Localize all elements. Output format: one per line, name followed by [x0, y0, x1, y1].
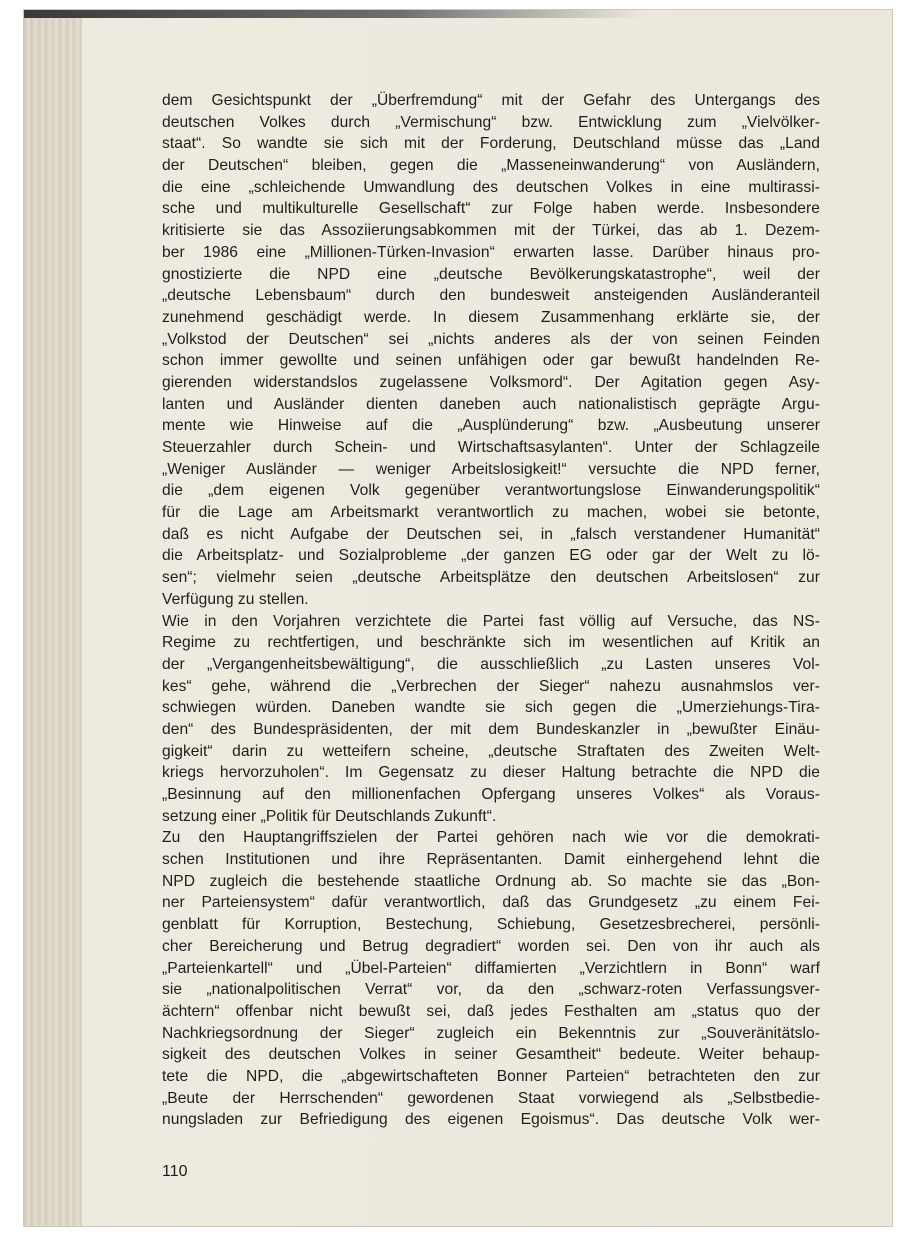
text-line: Zu den Hauptangriffszielen der Partei gehören nach wie vor die demokrati-	[162, 829, 820, 847]
text-line: die Arbeitsplatz- und Sozialprobleme „der ganzen EG oder gar der Welt zu lö-	[162, 547, 820, 565]
text-line: schwiegen würden. Daneben wandte sie sich gegen die „Umerziehungs-Tira-	[162, 699, 820, 717]
text-line: Nachkriegsordnung der Sieger“ zugleich ein Bekenntnis zur „Souveränitätslo-	[162, 1024, 820, 1042]
text-line: kritisierte sie das Assoziierungsabkommen mit der Türkei, das ab 1. Dezem-	[162, 222, 820, 240]
text-line: tete die NPD, die „abgewirtschafteten Bonner Parteien“ betrachteten den zur	[162, 1067, 820, 1085]
text-line: kes“ gehe, während die „Verbrechen der Sieger“ nahezu ausnahmslos ver-	[162, 677, 820, 695]
text-line: genblatt für Korruption, Bestechung, Schiebung, Gesetzesbrecherei, persönli-	[162, 916, 820, 934]
text-line: der „Vergangenheitsbewältigung“, die ausschließlich „zu Lasten unseres Vol-	[162, 655, 820, 673]
text-line: NPD zugleich die bestehende staatliche Ordnung ab. So machte sie das „Bon-	[162, 872, 820, 890]
text-line: „Weniger Ausländer — weniger Arbeitslosigkeit!“ versuchte die NPD ferner,	[162, 460, 820, 478]
text-line: sche und multikulturelle Gesellschaft“ zur Folge haben werde. Insbesondere	[162, 200, 820, 218]
text-line: schen Institutionen und ihre Repräsentanten. Damit einhergehend lehnt die	[162, 851, 820, 869]
text-line: die eine „schleichende Umwandlung des deutschen Volkes in eine multirassi-	[162, 178, 820, 196]
text-line: setzung einer „Politik für Deutschlands Zukunft“.	[162, 807, 497, 825]
scan-edge-bar	[24, 10, 644, 18]
text-line: gigkeit“ darin zu wetteifern scheine, „deutsche Straftaten des Zweiten Welt-	[162, 742, 820, 760]
text-line: schon immer gewollte und seinen unfähigen oder gar bewußt handelnden Re-	[162, 352, 820, 370]
text-line: ächtern“ offenbar nicht bewußt sei, daß jedes Festhalten am „status quo der	[162, 1002, 820, 1020]
text-line: Regime zu rechtfertigen, und beschränkte sich im wesentlichen auf Kritik an	[162, 634, 820, 652]
text-line: Wie in den Vorjahren verzichtete die Partei fast völlig auf Versuche, das NS-	[162, 612, 820, 630]
text-line: zunehmend geschädigt werde. In diesem Zusammenhang erklärte sie, der	[162, 308, 820, 326]
text-line: Verfügung zu stellen.	[162, 590, 309, 608]
text-line: Steuerzahler durch Schein- und Wirtschaftsasylanten“. Unter der Schlagzeile	[162, 439, 820, 456]
text-line: „Volkstod der Deutschen“ sei „nichts anderes als der von seinen Feinden	[162, 330, 820, 348]
text-line: die „dem eigenen Volk gegenüber verantwortungslose Einwanderungspolitik“	[162, 482, 820, 500]
text-line: „deutsche Lebensbaum“ durch den bundesweit ansteigenden Ausländeranteil	[162, 287, 820, 305]
text-line: „Beute der Herrschenden“ gewordenen Staat vorwiegend als „Selbstbedie-	[162, 1089, 820, 1107]
text-line: cher Bereicherung und Betrug degradiert“ worden sei. Den von ihr auch als	[162, 937, 820, 955]
text-line: „Besinnung auf den millionenfachen Opfergang unseres Volkes“ als Voraus-	[162, 786, 820, 803]
text-line: ber 1986 eine „Millionen-Türken-Invasion“ erwarten lasse. Darüber hinaus pro-	[162, 243, 820, 261]
text-line: sigkeit des deutschen Volkes in seiner Gesamtheit“ bedeute. Weiter behaup-	[162, 1046, 820, 1064]
text-line: kriegs hervorzuholen“. Im Gegensatz zu dieser Haltung betrachte die NPD die	[162, 764, 820, 782]
scanned-page	[24, 10, 892, 1226]
text-line: ner Parteiensystem“ dafür verantwortlich, daß das Grundgesetz „zu einem Fei-	[162, 894, 820, 912]
body-text	[162, 90, 820, 1131]
text-line: gierenden widerstandslos zugelassene Volksmord“. Der Agitation gegen Asy-	[162, 373, 820, 391]
page-number: 110	[162, 1163, 188, 1180]
text-line: für die Lage am Arbeitsmarkt verantwortlich zu machen, wobei sie betonte,	[162, 504, 820, 522]
text-line: sie „nationalpolitischen Verrat“ vor, da den „schwarz-roten Verfassungsver-	[162, 981, 820, 999]
text-line: staat“. So wandte sie sich mit der Forderung, Deutschland müsse das „Land	[162, 135, 820, 153]
text-line: der Deutschen“ bleiben, gegen die „Masseneinwanderung“ von Ausländern,	[162, 157, 820, 175]
text-line: lanten und Ausländer dienten daneben auch nationalistisch geprägte Argu-	[162, 395, 820, 413]
text-line: dem Gesichtspunkt der „Überfremdung“ mit der Gefahr des Untergangs des	[162, 92, 820, 109]
text-line: deutschen Volkes durch „Vermischung“ bzw. Entwicklung zum „Vielvölker-	[162, 113, 820, 131]
text-line: daß es nicht Aufgabe der Deutschen sei, in „falsch verstandener Humanität“	[162, 525, 820, 543]
text-line: den“ des Bundespräsidenten, der mit dem Bundeskanzler in „bewußter Einäu-	[162, 720, 820, 738]
book-binding-shadow	[24, 10, 82, 1226]
text-line: sen“; vielmehr seien „deutsche Arbeitsplätze den deutschen Arbeitslosen“ zur	[162, 569, 820, 587]
text-line: mente wie Hinweise auf die „Ausplünderung“ bzw. „Ausbeutung unserer	[162, 417, 820, 435]
text-line: nungsladen zur Befriedigung des eigenen Egoismus“. Das deutsche Volk wer-	[162, 1111, 820, 1129]
text-line: gnostizierte die NPD eine „deutsche Bevölkerungskatastrophe“, weil der	[162, 265, 820, 283]
text-line: „Parteienkartell“ und „Übel-Parteien“ diffamierten „Verzichtlern in Bonn“ warf	[162, 959, 820, 977]
